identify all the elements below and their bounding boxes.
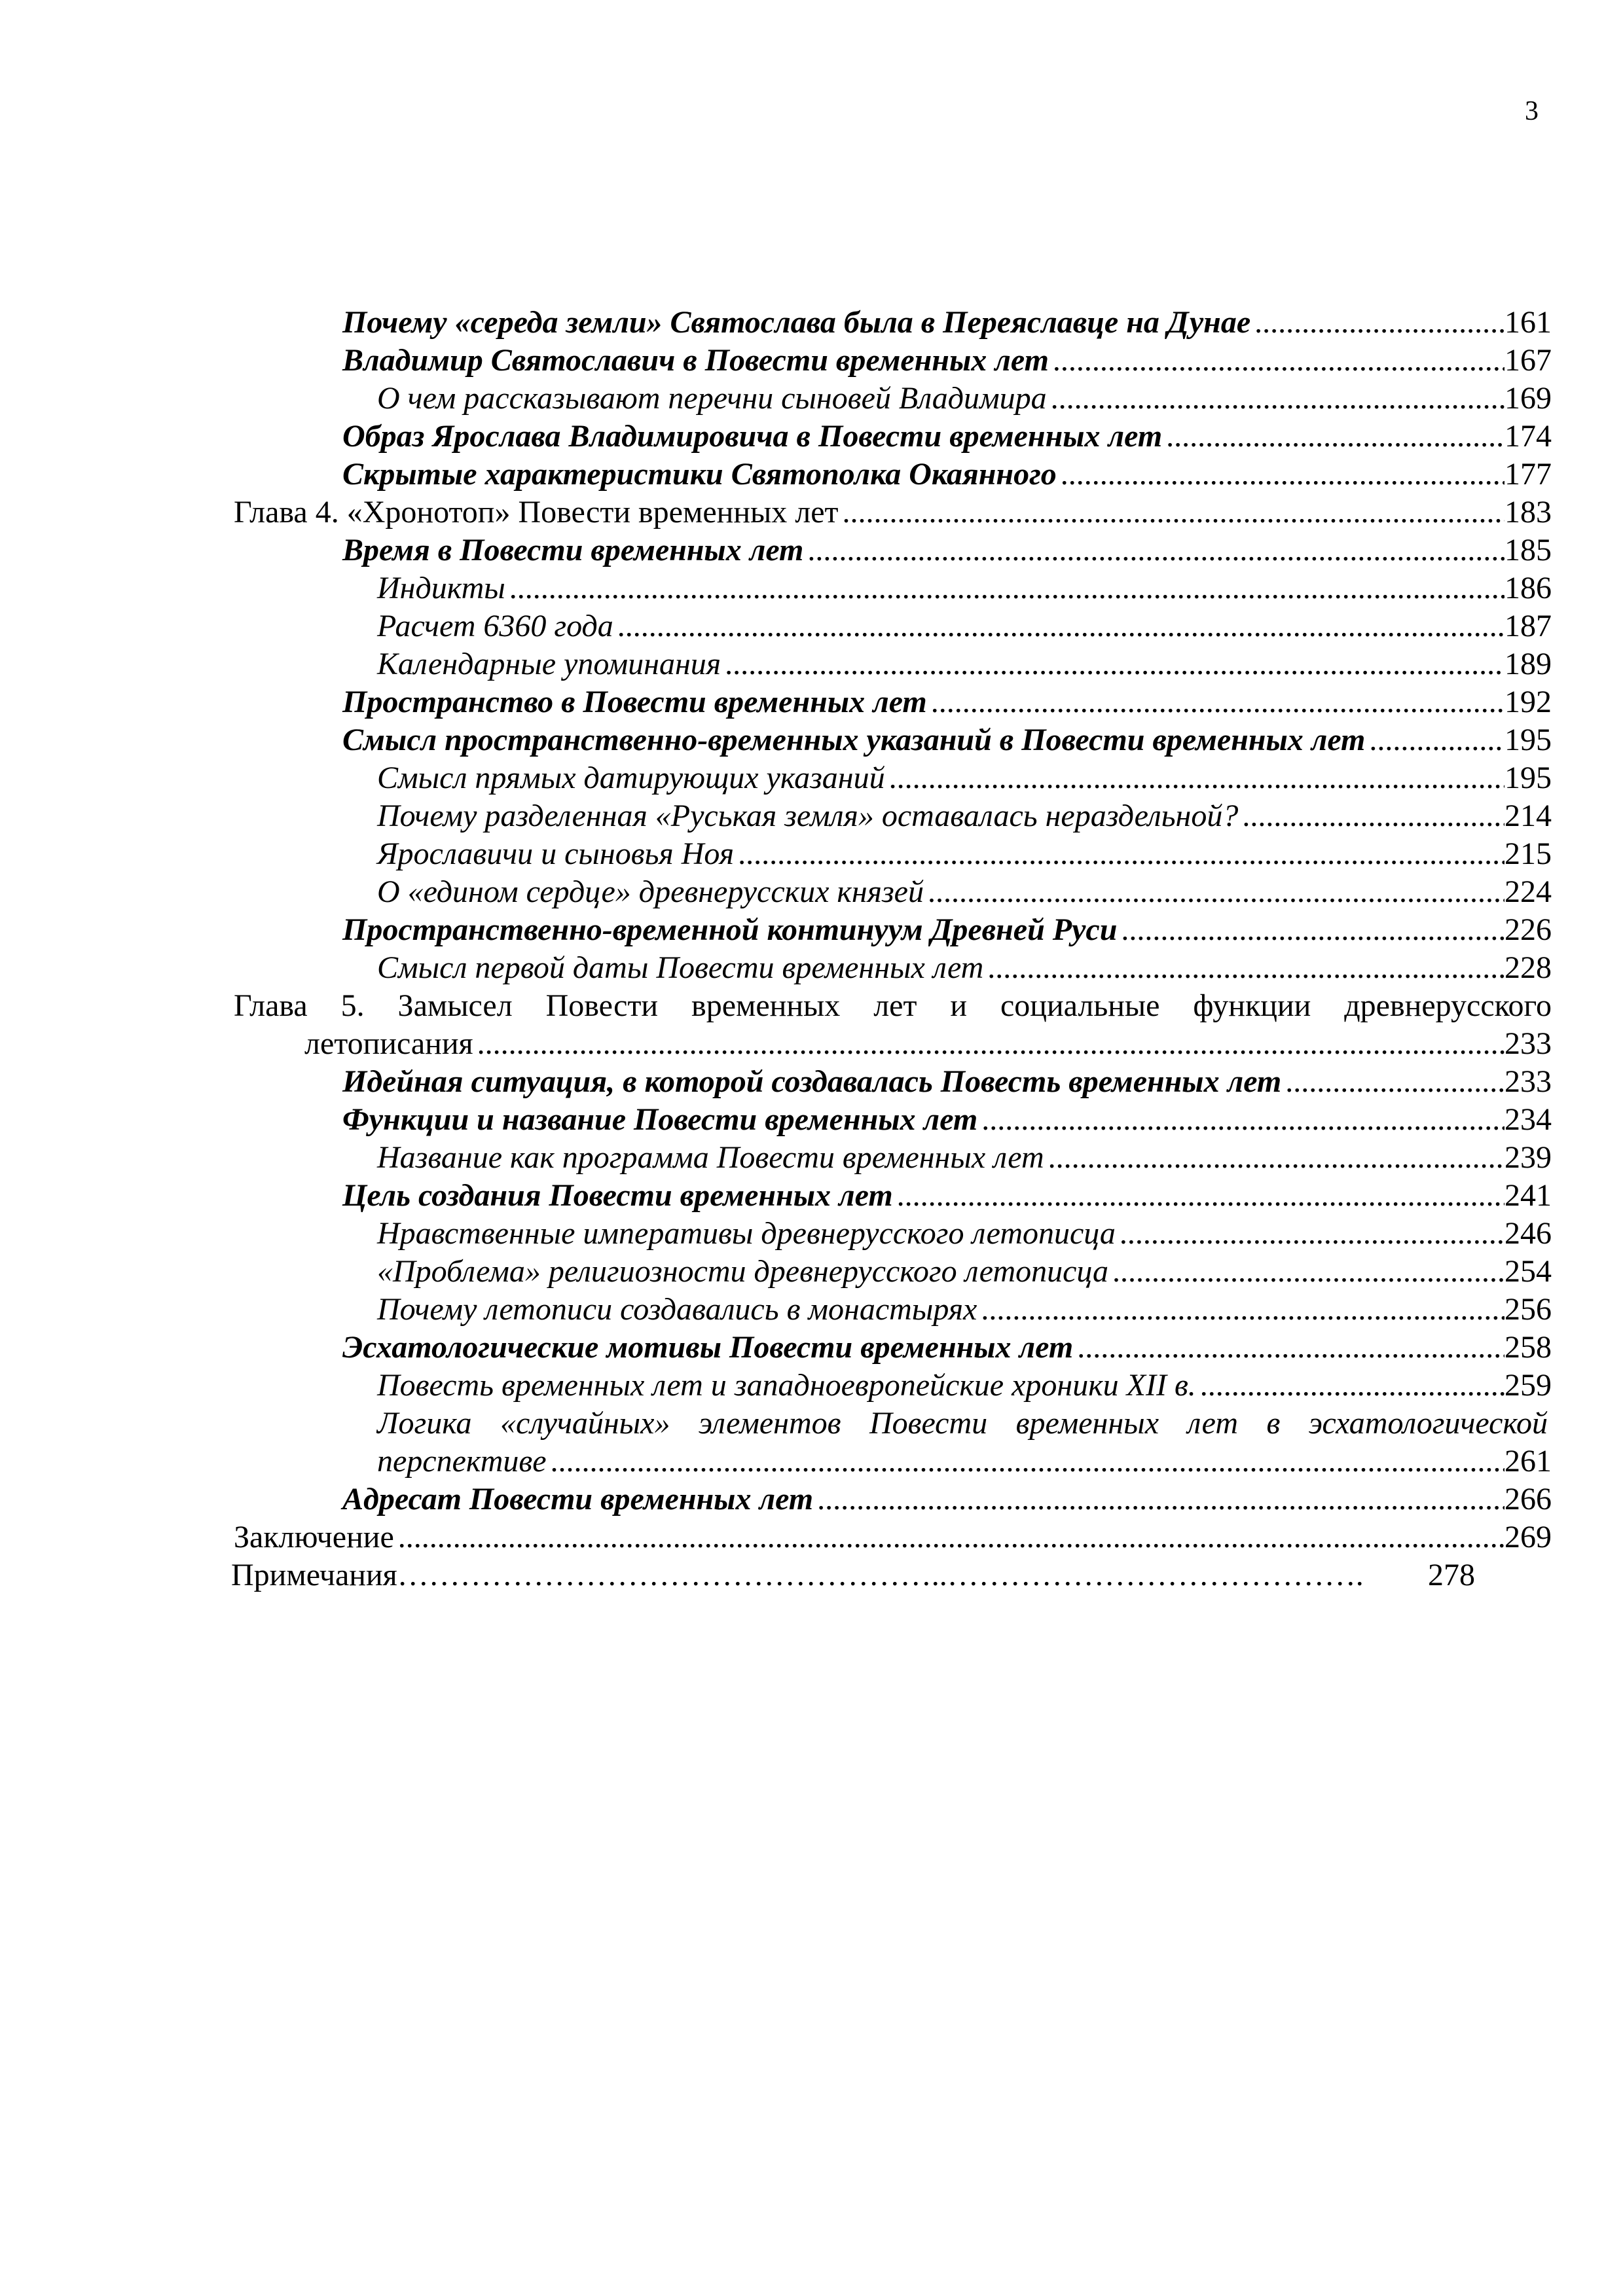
toc-entry-title: О чем рассказывают перечни сыновей Владимира bbox=[377, 381, 1047, 416]
toc-entry-page: 239 bbox=[1504, 1140, 1552, 1175]
toc-entry-title: Пространство в Повести временных лет bbox=[342, 685, 927, 719]
toc-entry-page: 254 bbox=[1504, 1254, 1552, 1289]
toc-entry[interactable] bbox=[342, 1063, 1552, 1101]
toc-entry-title: Повесть временных лет и западноевропейские хроники XII в. bbox=[377, 1368, 1196, 1403]
dot-leader bbox=[981, 1101, 1504, 1139]
toc-entry[interactable] bbox=[234, 1518, 1552, 1556]
toc-entry[interactable] bbox=[342, 1329, 1552, 1367]
toc-entry-page: 228 bbox=[1504, 950, 1552, 985]
toc-entry-title: Ярославичи и сыновья Ноя bbox=[377, 836, 735, 871]
toc-entry[interactable] bbox=[377, 797, 1552, 835]
toc-entry[interactable] bbox=[234, 493, 1552, 531]
toc-entry-page: 174 bbox=[1504, 419, 1552, 454]
toc-entry[interactable] bbox=[342, 531, 1552, 569]
toc-entry-page: 161 bbox=[1504, 305, 1552, 340]
toc-entry-title: Пространственно-временной континуум Древней Руси bbox=[342, 912, 1118, 947]
toc-entry[interactable] bbox=[377, 607, 1552, 645]
toc-entry-title: Идейная ситуация, в которой создавалась Повесть временных лет bbox=[342, 1064, 1282, 1099]
dot-leader bbox=[509, 569, 1504, 607]
ellipsis-leader: ……………………………………………..…………………………………. bbox=[397, 1558, 1364, 1592]
toc-entry[interactable] bbox=[377, 873, 1552, 911]
dot-leader bbox=[1369, 721, 1504, 759]
toc-entry[interactable] bbox=[377, 1139, 1552, 1177]
toc-entry-page: 258 bbox=[1504, 1330, 1552, 1365]
toc-entry-title: Владимир Святославич в Повести временных лет bbox=[342, 343, 1049, 378]
toc-entry-title: Почему «середа земли» Святослава была в Переяславце на Дунае bbox=[342, 305, 1251, 340]
toc-entry-title: Время в Повести временных лет bbox=[342, 533, 804, 567]
toc-entry-page: 185 bbox=[1504, 533, 1552, 567]
toc-entry-title: Эсхатологические мотивы Повести временных лет bbox=[342, 1330, 1074, 1365]
toc-entry-page: 214 bbox=[1504, 798, 1552, 833]
toc-entry[interactable] bbox=[342, 456, 1552, 493]
toc-entry-page: 269 bbox=[1504, 1520, 1552, 1554]
toc-entry-title: Почему разделенная «Руськая земля» оставалась нераздельной? bbox=[377, 798, 1239, 833]
dot-leader bbox=[889, 759, 1504, 797]
toc-entry-title: летописания bbox=[304, 1026, 473, 1061]
dot-leader bbox=[1061, 456, 1504, 493]
toc-entry-title: Название как программа Повести временных лет bbox=[377, 1140, 1044, 1175]
toc-entry-title: «Проблема» религиозности древнерусского летописца bbox=[377, 1254, 1109, 1289]
toc-entry-page: 226 bbox=[1504, 912, 1552, 947]
toc-entry-title: Индикты bbox=[377, 571, 505, 605]
dot-leader bbox=[928, 873, 1504, 911]
toc-entry[interactable] bbox=[342, 1480, 1552, 1518]
toc-entry-page: 233 bbox=[1504, 1064, 1552, 1099]
toc-entry[interactable] bbox=[342, 304, 1552, 342]
toc-entry[interactable] bbox=[342, 721, 1552, 759]
toc-entry-page: 177 bbox=[1504, 457, 1552, 492]
toc-entry-page: 192 bbox=[1504, 685, 1552, 719]
dot-leader bbox=[981, 1291, 1504, 1329]
toc-entry-page: 195 bbox=[1504, 761, 1552, 795]
toc-entry[interactable] bbox=[377, 1367, 1552, 1405]
toc-entry[interactable] bbox=[377, 949, 1552, 987]
dot-leader bbox=[987, 949, 1504, 987]
page-number: 3 bbox=[1525, 96, 1539, 126]
toc-entry[interactable] bbox=[377, 1443, 1552, 1480]
dot-leader bbox=[931, 683, 1504, 721]
toc-entry-title-line1[interactable]: Логика «случайных» элементов Повести временных лет в эсхатологической bbox=[377, 1406, 1548, 1441]
dot-leader bbox=[843, 493, 1504, 531]
toc-entry-title: Цель создания Повести временных лет bbox=[342, 1178, 893, 1213]
toc-entry-title: Календарные упоминания bbox=[377, 647, 721, 681]
toc-entry[interactable] bbox=[342, 342, 1552, 380]
toc-entry-page: 266 bbox=[1504, 1482, 1552, 1516]
toc-entry-page: 189 bbox=[1504, 647, 1552, 681]
dot-leader bbox=[398, 1518, 1504, 1556]
toc-entry-page: 169 bbox=[1504, 381, 1552, 416]
toc-entry-title: Почему летописи создавались в монастырях bbox=[377, 1292, 977, 1327]
toc-entry-title: Заключение bbox=[234, 1520, 394, 1554]
toc-entry[interactable] bbox=[377, 1291, 1552, 1329]
toc-entry[interactable] bbox=[377, 645, 1552, 683]
toc-entry-page: 183 bbox=[1504, 495, 1552, 529]
dot-leader bbox=[1053, 342, 1504, 380]
toc-entry-page: 233 bbox=[1504, 1026, 1552, 1061]
toc-entry[interactable] bbox=[342, 418, 1552, 456]
dot-leader bbox=[897, 1177, 1504, 1215]
toc-entry-title: Смысл первой даты Повести временных лет bbox=[377, 950, 984, 985]
toc-entry[interactable] bbox=[377, 835, 1552, 873]
toc-entry-page: 256 bbox=[1504, 1292, 1552, 1327]
dot-leader bbox=[551, 1443, 1504, 1480]
toc-entry[interactable] bbox=[377, 1215, 1552, 1253]
toc-entry[interactable] bbox=[342, 683, 1552, 721]
dot-leader bbox=[1242, 797, 1504, 835]
dot-leader bbox=[1077, 1329, 1504, 1367]
toc-entry-page: 224 bbox=[1504, 874, 1552, 909]
toc-entry-page: 259 bbox=[1504, 1368, 1552, 1403]
toc-entry-title: Образ Ярослава Владимировича в Повести временных лет bbox=[342, 419, 1163, 454]
toc-entry[interactable] bbox=[377, 380, 1552, 418]
dot-leader bbox=[617, 607, 1504, 645]
toc-entry-page: 187 bbox=[1504, 609, 1552, 643]
dot-leader bbox=[725, 645, 1504, 683]
dot-leader bbox=[1120, 1215, 1504, 1253]
dot-leader bbox=[1051, 380, 1504, 418]
toc-entry[interactable] bbox=[342, 1177, 1552, 1215]
toc-entry-page: 167 bbox=[1504, 343, 1552, 378]
dot-leader bbox=[807, 531, 1504, 569]
toc-entry-title: Примечания bbox=[231, 1558, 397, 1592]
toc-entry-page: 278 bbox=[1428, 1558, 1475, 1592]
dot-leader bbox=[817, 1480, 1504, 1518]
toc-entry[interactable] bbox=[342, 911, 1552, 949]
dot-leader bbox=[1254, 304, 1504, 342]
toc-entry-title: Адресат Повести временных лет bbox=[342, 1482, 814, 1516]
toc-entry-title-line1[interactable]: Глава 5. Замысел Повести временных лет и социальные функции древнерусского bbox=[234, 988, 1552, 1023]
toc-entry[interactable] bbox=[377, 569, 1552, 607]
dot-leader bbox=[738, 835, 1504, 873]
dot-leader bbox=[477, 1025, 1504, 1063]
toc-entry-page: 186 bbox=[1504, 571, 1552, 605]
toc-entry-page: 215 bbox=[1504, 836, 1552, 871]
toc-entry-title: Глава 4. «Хронотоп» Повести временных лет bbox=[234, 495, 839, 529]
toc-entry-page: 241 bbox=[1504, 1178, 1552, 1213]
dot-leader bbox=[1112, 1253, 1504, 1291]
toc-entry-title: перспективе bbox=[377, 1444, 547, 1479]
dot-leader bbox=[1121, 911, 1504, 949]
toc-entry[interactable] bbox=[342, 1101, 1552, 1139]
toc-entry-title: О «едином сердце» древнерусских князей bbox=[377, 874, 924, 909]
toc-entry-title: Смысл пространственно-временных указаний в Повести временных лет bbox=[342, 723, 1366, 757]
toc-entry-page: 246 bbox=[1504, 1216, 1552, 1251]
dot-leader bbox=[1200, 1367, 1504, 1405]
toc-entry[interactable] bbox=[231, 1556, 1475, 1594]
toc-entry-title: Нравственные императивы древнерусского летописца bbox=[377, 1216, 1116, 1251]
toc-entry[interactable] bbox=[304, 1025, 1552, 1063]
toc-entry-page: 261 bbox=[1504, 1444, 1552, 1479]
toc-entry[interactable] bbox=[377, 759, 1552, 797]
dot-leader bbox=[1285, 1063, 1504, 1101]
toc-entry-title: Функции и название Повести временных лет bbox=[342, 1102, 978, 1137]
toc-entry-title: Скрытые характеристики Святополка Окаянного bbox=[342, 457, 1057, 492]
dot-leader bbox=[1166, 418, 1504, 456]
toc-entry-title: Расчет 6360 года bbox=[377, 609, 613, 643]
toc-entry-page: 234 bbox=[1504, 1102, 1552, 1137]
toc-entry-title: Смысл прямых датирующих указаний bbox=[377, 761, 885, 795]
toc-entry-page: 195 bbox=[1504, 723, 1552, 757]
dot-leader bbox=[1048, 1139, 1504, 1177]
toc-entry[interactable] bbox=[377, 1253, 1552, 1291]
